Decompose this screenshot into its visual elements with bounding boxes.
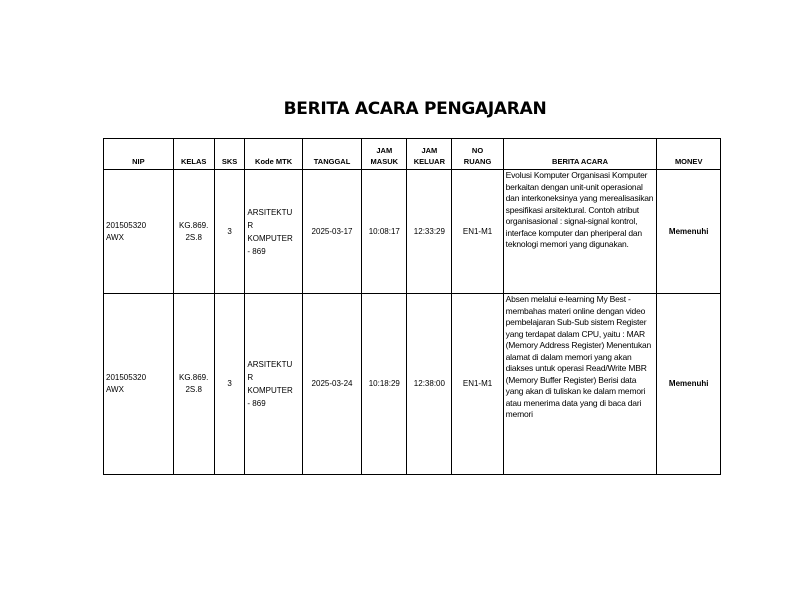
cell-monev: Memenuhi [657, 294, 721, 475]
cell-nip [104, 170, 174, 294]
header-jam-masuk-line2: MASUK [370, 157, 399, 166]
cell-tanggal: 2025-03-17 [302, 170, 361, 294]
header-jam-keluar-line2: KELUAR [413, 157, 445, 166]
cell-jam-masuk: 10:08:17 [362, 170, 407, 294]
mtk-line4: - 869 [247, 246, 266, 256]
mtk-line2: R [247, 373, 254, 382]
header-no-ruang-line1: NO [471, 146, 484, 155]
cell-kelas [173, 294, 214, 475]
cell-jam-keluar: 12:38:00 [407, 294, 452, 475]
header-jam-masuk-line1: JAM [376, 146, 393, 155]
header-jam-keluar-line1: JAM [421, 146, 438, 155]
table-row [104, 170, 721, 294]
header-tanggal: TANGGAL [302, 139, 361, 170]
mtk-line1: ARSITEKTU [247, 360, 293, 369]
cell-kode-mtk [245, 294, 302, 475]
header-no-ruang-line2: RUANG [463, 157, 492, 166]
mtk-line2: R [247, 220, 254, 230]
cell-ruang: EN1-M1 [452, 294, 503, 475]
cell-ruang: EN1-M1 [452, 170, 503, 294]
header-nip: NIP [104, 139, 174, 170]
nip-line1: 201505320 [106, 373, 147, 382]
cell-nip [104, 294, 174, 475]
kelas-line1: KG.869. [179, 373, 209, 382]
mtk-line3: KOMPUTER [247, 386, 293, 395]
nip-line2: AWX [106, 232, 124, 242]
cell-sks: 3 [214, 294, 245, 475]
cell-jam-masuk: 10:18:29 [362, 294, 407, 475]
kelas-line1: KG.869. [179, 220, 209, 230]
header-berita-acara: BERITA ACARA [503, 139, 657, 170]
mtk-line1: ARSITEKTU [247, 207, 293, 217]
mtk-line4: - 869 [247, 399, 266, 408]
nip-line1: 201505320 [106, 220, 147, 230]
table-row [104, 294, 721, 475]
header-jam-masuk [362, 139, 407, 170]
header-jam-keluar [407, 139, 452, 170]
kelas-line2: 2S.8 [185, 232, 202, 242]
nip-line2: AWX [106, 385, 124, 394]
cell-jam-keluar: 12:33:29 [407, 170, 452, 294]
header-sks: SKS [214, 139, 245, 170]
cell-sks: 3 [214, 170, 245, 294]
header-kode-mtk: Kode MTK [245, 139, 302, 170]
document-title: BERITA ACARA PENGAJARAN [283, 99, 547, 119]
mtk-line3: KOMPUTER [247, 233, 293, 243]
teaching-report-table [103, 138, 721, 475]
cell-berita-acara: Evolusi Komputer Organisasi Komputer berkaitan dengan unit-unit operasional dan interkoneksinya yang merealisasikan spesifikasi arsitektural. Contoh atribut organisasional : signal-signal kontrol, interface komputer dan pheriperal dan teknologi memori yang digunakan. [503, 170, 657, 294]
header-monev: MONEV [657, 139, 721, 170]
cell-berita-acara: Absen melalui e-learning My Best - membahas materi online dengan video pembelajaran Sub-Sub sistem Register yang terdapat dalam CPU, yaitu : MAR (Memory Address Register) Menentukan alamat di dalam memori yang akan diakses untuk operasi Read/Write MBR (Memory Buffer Register) Berisi data yang akan di tuliskan ke dalam memori atau menerima data yang di baca dari memori [503, 294, 657, 475]
header-no-ruang [452, 139, 503, 170]
header-kelas: KELAS [173, 139, 214, 170]
header-row [104, 139, 721, 170]
cell-monev: Memenuhi [657, 170, 721, 294]
cell-kode-mtk [245, 170, 302, 294]
cell-kelas [173, 170, 214, 294]
kelas-line2: 2S.8 [185, 385, 202, 394]
cell-tanggal: 2025-03-24 [302, 294, 361, 475]
